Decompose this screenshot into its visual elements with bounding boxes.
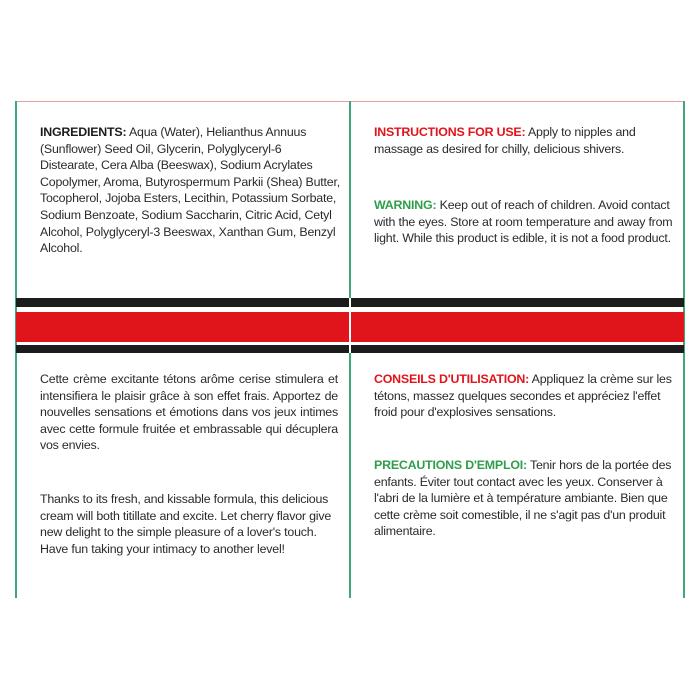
warning-text: Keep out of reach of children. Avoid contact with the eyes. Store at room temperature and away from light. While this product is edible, it is not a food product. [374, 198, 673, 246]
instructions-section [374, 124, 674, 157]
ingredients-section [40, 124, 340, 257]
warning-heading: WARNING: [374, 198, 437, 212]
conseils-heading: CONSEILS D'UTILISATION: [374, 372, 530, 386]
band-gap [349, 298, 351, 353]
ingredients-heading: INGREDIENTS: [40, 125, 127, 139]
conseils-text: Appliquez la crème sur les tétons, massez quelques secondes et appréciez l'effet froid pour d'explosives sensations. [374, 372, 672, 420]
precautions-text: Tenir hors de la portée des enfants. Éviter tout contact avec les yeux. Conserver à l'abri de la lumière et à température ambiante. Bien que cette crème soit comestible, il ne s'agit pas d'un produit alimentaire. [374, 458, 672, 539]
precautions-section [374, 457, 674, 540]
french-description: Cette crème excitante tétons arôme cerise stimulera et intensifiera le plaisir grâce à son effet frais. Apportez de nouvelles sensations et émotions dans vos jeux intimes avec cette formule fruitée et embrassable qui décuplera vos envies. [40, 372, 338, 453]
ingredients-text: Aqua (Water), Helianthus Annuus (Sunflower) Seed Oil, Glycerin, Polyglyceryl-6 Distearate, Cera Alba (Beeswax), Sodium Acrylates Copolymer, Aroma, Butyrospermum Parkii (Shea) Butter, Tocopherol, Jojoba Esters, Lecithin, Potassium Sorbate, Sodium Benzoate, Sodium Saccharin, Citric Acid, Cetyl Alcohol, Polyglyceryl-3 Beeswax, Xanthan Gum, Benzyl Alcohol. [40, 125, 340, 256]
conseils-section [374, 371, 674, 421]
precautions-heading: PRECAUTIONS D'EMPLOI: [374, 458, 527, 472]
warning-section [374, 197, 674, 247]
instructions-text: Apply to nipples and massage as desired for chilly, delicious shivers. [374, 125, 636, 156]
english-description: Thanks to its fresh, and kissable formula, this delicious cream will both titillate and excite. Let cherry flavor give new delight to the simple pleasure of a lover's touch. Have fun taking your intimacy to another level! [40, 492, 332, 556]
instructions-heading: INSTRUCTIONS FOR USE: [374, 125, 526, 139]
